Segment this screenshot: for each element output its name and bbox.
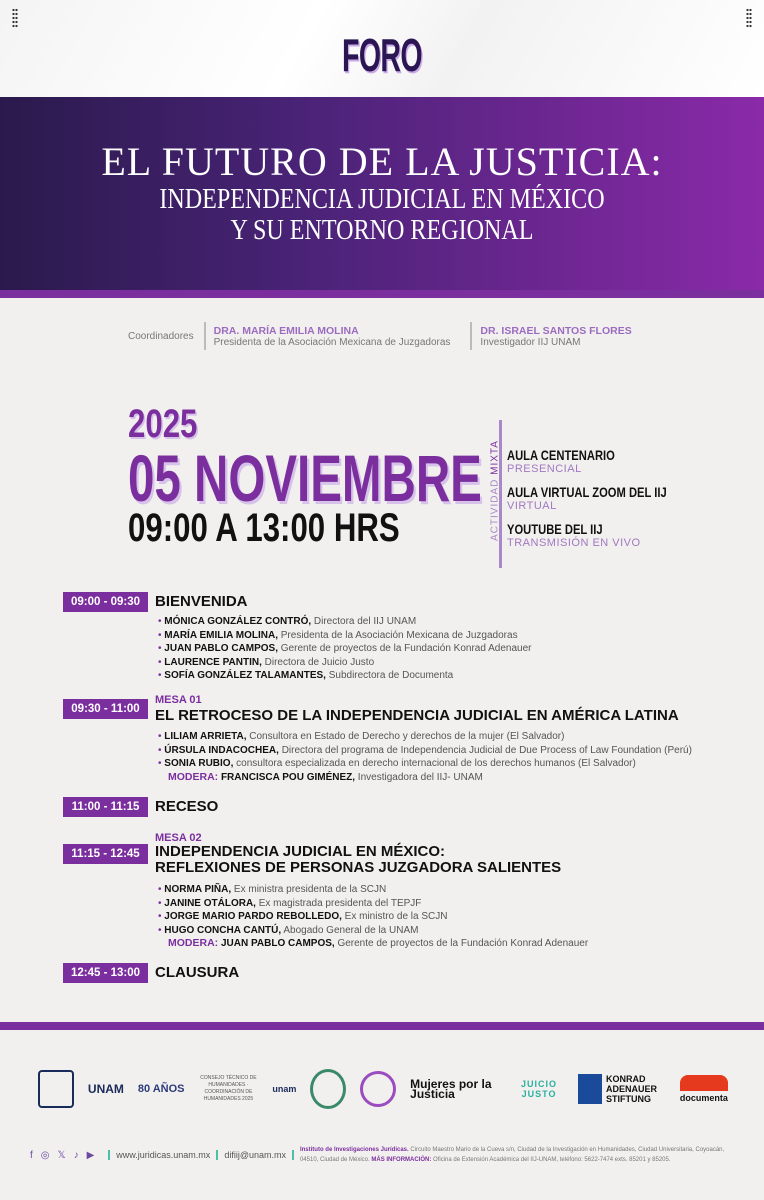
instagram-icon[interactable]: ◎	[40, 1149, 50, 1161]
speaker-list	[158, 883, 588, 951]
logo-amj-icon	[310, 1069, 346, 1109]
list-item: • ÚRSULA INDACOCHEA, Directora del programa de Independencia Judicial de Due Process of Law Foundation (Perú)	[158, 744, 692, 758]
session-title: RECESO	[155, 798, 219, 815]
list-item: • LILIAM ARRIETA, Consultora en Estado de Derecho y derechos de la mujer (El Salvador)	[158, 730, 692, 744]
session-title: EL RETROCESO DE LA INDEPENDENCIA JUDICIAL EN AMÉRICA LATINA	[155, 707, 679, 724]
dots-decoration-icon	[12, 8, 18, 28]
facebook-icon[interactable]: f	[30, 1149, 33, 1161]
logo-documenta: documenta	[680, 1075, 728, 1103]
time-badge: 12:45 - 13:00	[63, 963, 148, 983]
kicker: FORO	[342, 29, 422, 81]
page-title: EL FUTURO DE LA JUSTICIA:	[101, 139, 663, 184]
event-year: 2025	[128, 402, 198, 446]
list-item: • LAURENCE PANTIN, Directora de Juicio Justo	[158, 656, 532, 670]
session-title: INDEPENDENCIA JUDICIAL EN MÉXICO: REFLEXIONES DE PERSONAS JUZGADORA SALIENTES	[155, 843, 562, 876]
tiktok-icon[interactable]: ♪	[73, 1149, 79, 1161]
coordinator	[214, 325, 451, 348]
venue: AULA CENTENARIO PRESENCIAL	[507, 447, 615, 475]
coordinators	[128, 322, 632, 350]
coordinator-role: Investigador IIJ UNAM	[480, 336, 581, 348]
sponsor-logos	[38, 1066, 728, 1112]
event-hours: 09:00 A 13:00 HRS	[128, 506, 400, 550]
coordinator-role: Presidenta de la Asociación Mexicana de Juzgadoras	[213, 336, 451, 348]
website-link[interactable]: www.juridicas.unam.mx	[116, 1150, 211, 1160]
email-link[interactable]: difiij@unam.mx	[224, 1150, 286, 1160]
list-item: • JANINE OTÁLORA, Ex magistrada presidenta del TEPJF	[158, 897, 588, 911]
footer	[30, 1145, 740, 1165]
list-item: • SOFÍA GONZÁLEZ TALAMANTES, Subdirectora de Documenta	[158, 669, 532, 683]
mesa-label: MESA 01	[155, 694, 202, 706]
time-badge: 09:30 - 11:00	[63, 699, 148, 719]
time-badge: 11:00 - 11:15	[63, 797, 148, 817]
dots-decoration-icon	[746, 8, 752, 28]
subtitle	[53, 184, 710, 246]
venue: YOUTUBE DEL IIJ TRANSMISIÓN EN VIVO	[507, 521, 641, 549]
address: Instituto de Investigaciones Jurídicas. Circuito Maestro Mario de la Cueva s/n, Ciudad de la Investigación en Humanidades, Ciudad Universitaria, Coyoacán, 04510, Ciudad de México. MÁS INFORMACIÓN: Oficina de Extensión Académica del IIJ-UNAM, teléfono: 5622-7474 exts. 85201 y 85205.	[299, 1147, 725, 1163]
youtube-icon[interactable]: ▶	[86, 1149, 95, 1161]
divider	[0, 290, 764, 298]
list-item: • JUAN PABLO CAMPOS, Gerente de proyectos de la Fundación Konrad Adenauer	[158, 642, 532, 656]
list-item: • MARÍA EMILIA MOLINA, Presidenta de la Asociación Mexicana de Juzgadoras	[158, 629, 532, 643]
list-item: • SONIA RUBIO, consultora especializada en derecho internacional de los derechos humanos (El Salvador)	[158, 757, 692, 771]
subtitle-line: INDEPENDENCIA JUDICIAL EN MÉXICO	[159, 184, 605, 215]
mode-label: ACTIVIDAD MIXTA	[489, 440, 501, 541]
list-item: • MÓNICA GONZÁLEZ CONTRÓ, Directora del IIJ UNAM	[158, 615, 532, 629]
x-icon[interactable]: 𝕏	[57, 1149, 66, 1161]
divider	[0, 1022, 764, 1030]
speaker-list	[158, 615, 532, 683]
coordinator-name: DR. ISRAEL SANTOS FLORES	[480, 324, 632, 337]
logo-konrad-adenauer: KONRAD ADENAUER STIFTUNG	[578, 1074, 666, 1104]
logo-mujeres-justicia: Mujeres por la Justicia	[410, 1077, 492, 1101]
event-date: 05 NOVIEMBRE	[128, 441, 482, 515]
moderator: MODERA: FRANCISCA POU GIMÉNEZ, Investigadora del IIJ- UNAM	[168, 770, 483, 783]
coordinators-label: Coordinadores	[128, 330, 194, 342]
logo-juicio-justo: JUICIO JUSTO	[521, 1079, 558, 1099]
time-badge: 11:15 - 12:45	[63, 844, 148, 864]
moderator: MODERA: JUAN PABLO CAMPOS, Gerente de proyectos de la Fundación Konrad Adenauer	[168, 937, 589, 949]
list-item: • HUGO CONCHA CANTÚ, Abogado General de la UNAM	[158, 924, 588, 938]
speaker-list	[158, 730, 692, 784]
venue: AULA VIRTUAL ZOOM DEL IIJ VIRTUAL	[507, 484, 667, 512]
logo-unam: UNAM	[87, 1082, 124, 1096]
logo-humanidades: CONSEJO TÉCNICO DE HUMANIDADES · COORDINACIÓN DE HUMANIDADES 2025	[200, 1075, 257, 1102]
subtitle-line: Y SU ENTORNO REGIONAL	[230, 215, 534, 246]
coordinator-name: DRA. MARÍA EMILIA MOLINA	[213, 324, 359, 337]
logo-iij-unam: unam	[272, 1084, 297, 1094]
venues	[507, 447, 707, 558]
logo-80-anos: 80 AÑOS	[137, 1083, 185, 1095]
session-title: BIENVENIDA	[155, 593, 248, 610]
unam-seal-icon	[38, 1070, 74, 1108]
coordinator	[480, 325, 631, 348]
list-item: • JORGE MARIO PARDO REBOLLEDO, Ex ministro de la SCJN	[158, 910, 588, 924]
time-badge: 09:00 - 09:30	[63, 592, 148, 612]
mesa-label: MESA 02	[155, 832, 202, 844]
session-title: CLAUSURA	[155, 964, 240, 981]
list-item: • NORMA PIÑA, Ex ministra presidenta de la SCJN	[158, 883, 588, 897]
logo-purple-seal-icon	[360, 1071, 396, 1107]
